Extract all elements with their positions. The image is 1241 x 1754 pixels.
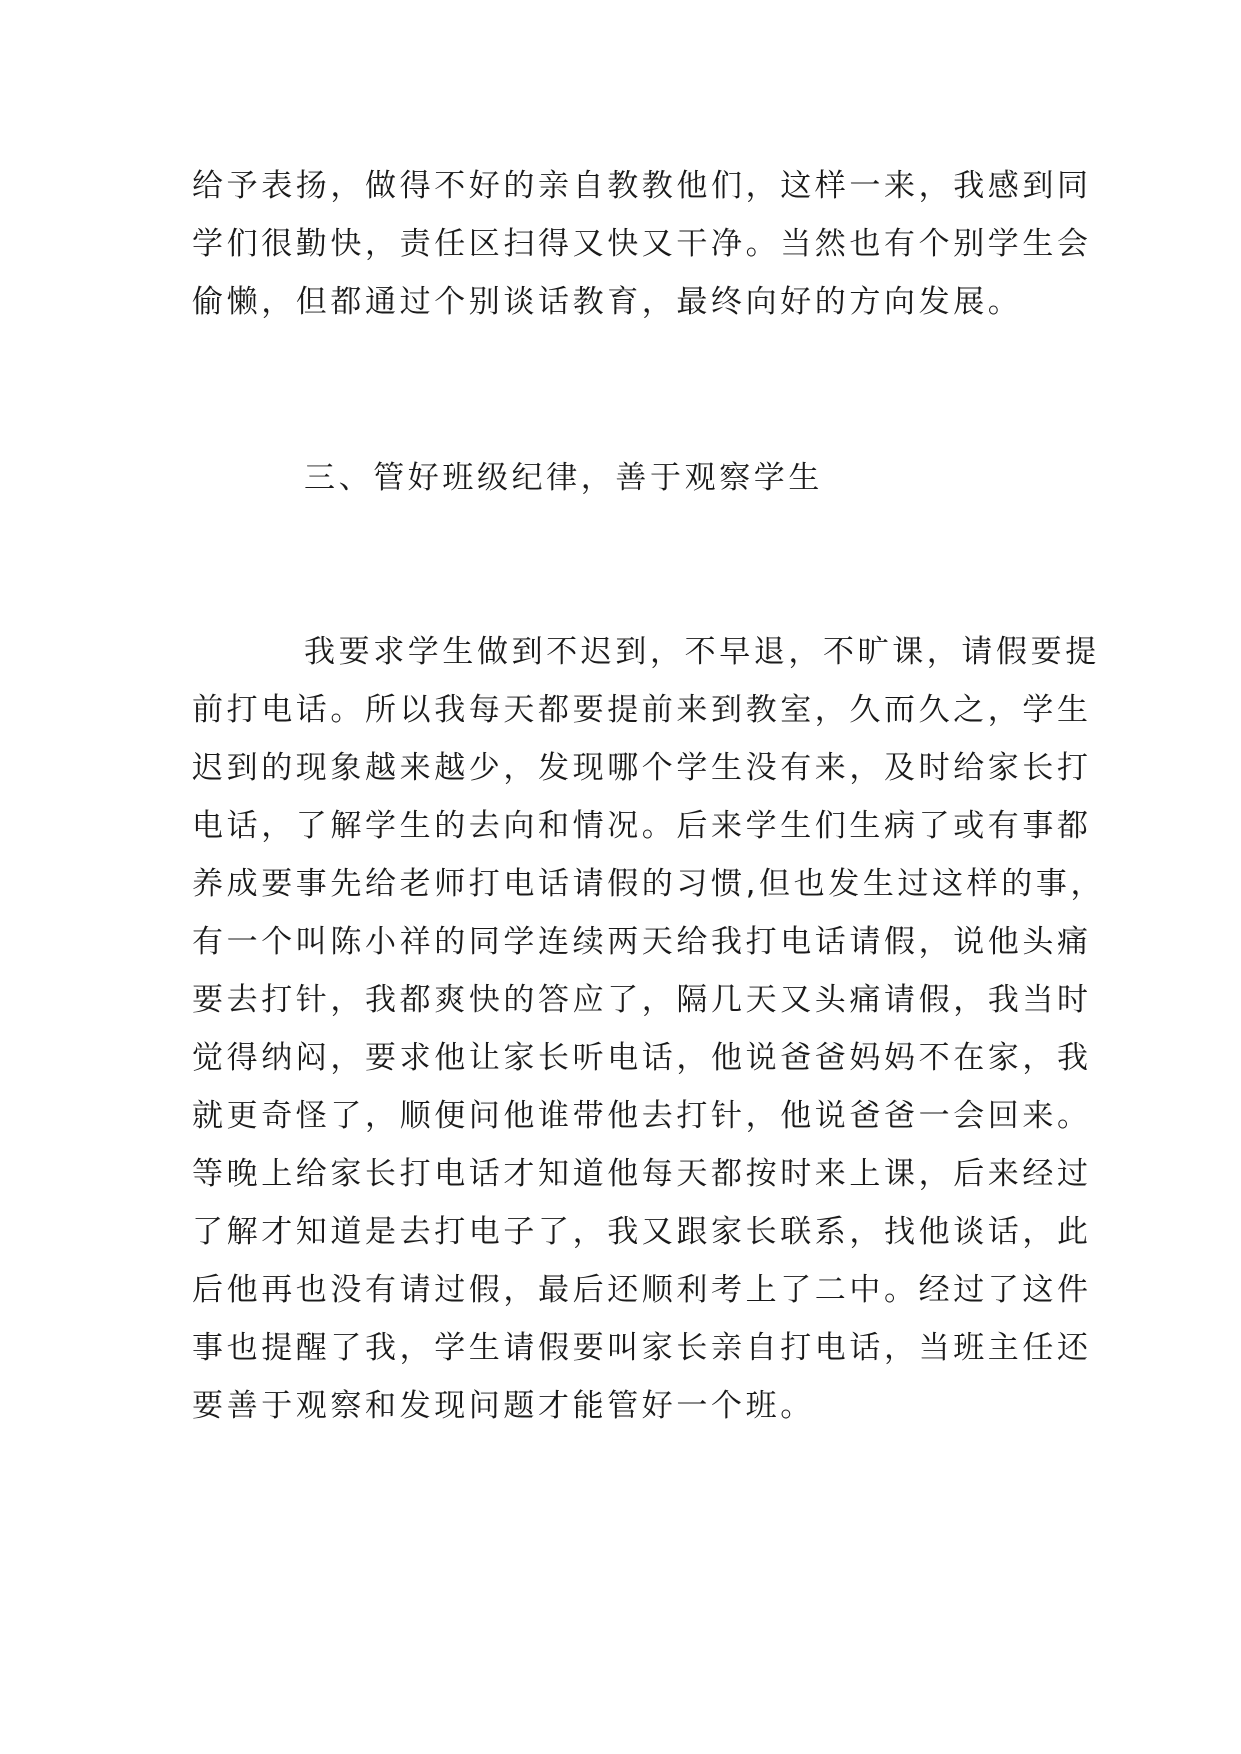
paragraph-1-line-1: 给予表扬，做得不好的亲自教教他们，这样一来，我感到同	[192, 168, 1092, 204]
section-heading: 三、管好班级纪律，善于观察学生	[304, 460, 823, 496]
paragraph-2-line-12: 后他再也没有请过假，最后还顺利考上了二中。经过了这件	[192, 1272, 1092, 1308]
paragraph-2-line-1: 我要求学生做到不迟到，不早退，不旷课，请假要提	[304, 634, 1100, 670]
paragraph-2-line-3: 迟到的现象越来越少，发现哪个学生没有来，及时给家长打	[192, 750, 1092, 786]
paragraph-2-line-11: 了解才知道是去打电子了，我又跟家长联系，找他谈话，此	[192, 1214, 1092, 1250]
paragraph-2-line-6: 有一个叫陈小祥的同学连续两天给我打电话请假，说他头痛	[192, 924, 1092, 960]
paragraph-2-line-14: 要善于观察和发现问题才能管好一个班。	[192, 1388, 815, 1424]
paragraph-2-line-10: 等晚上给家长打电话才知道他每天都按时来上课，后来经过	[192, 1156, 1092, 1192]
paragraph-2-line-9: 就更奇怪了，顺便问他谁带他去打针，他说爸爸一会回来。	[192, 1098, 1092, 1134]
paragraph-2-line-5: 养成要事先给老师打电话请假的习惯,但也发生过这样的事，	[192, 866, 1106, 902]
paragraph-2-line-8: 觉得纳闷，要求他让家长听电话，他说爸爸妈妈不在家，我	[192, 1040, 1092, 1076]
paragraph-2-line-2: 前打电话。所以我每天都要提前来到教室，久而久之，学生	[192, 692, 1092, 728]
paragraph-2-line-7: 要去打针，我都爽快的答应了，隔几天又头痛请假，我当时	[192, 982, 1092, 1018]
paragraph-1-line-3: 偷懒，但都通过个别谈话教育，最终向好的方向发展。	[192, 284, 1023, 320]
paragraph-1-line-2: 学们很勤快，责任区扫得又快又干净。当然也有个别学生会	[192, 226, 1092, 262]
paragraph-2-line-4: 电话，了解学生的去向和情况。后来学生们生病了或有事都	[192, 808, 1092, 844]
paragraph-2-line-13: 事也提醒了我，学生请假要叫家长亲自打电话，当班主任还	[192, 1330, 1092, 1366]
